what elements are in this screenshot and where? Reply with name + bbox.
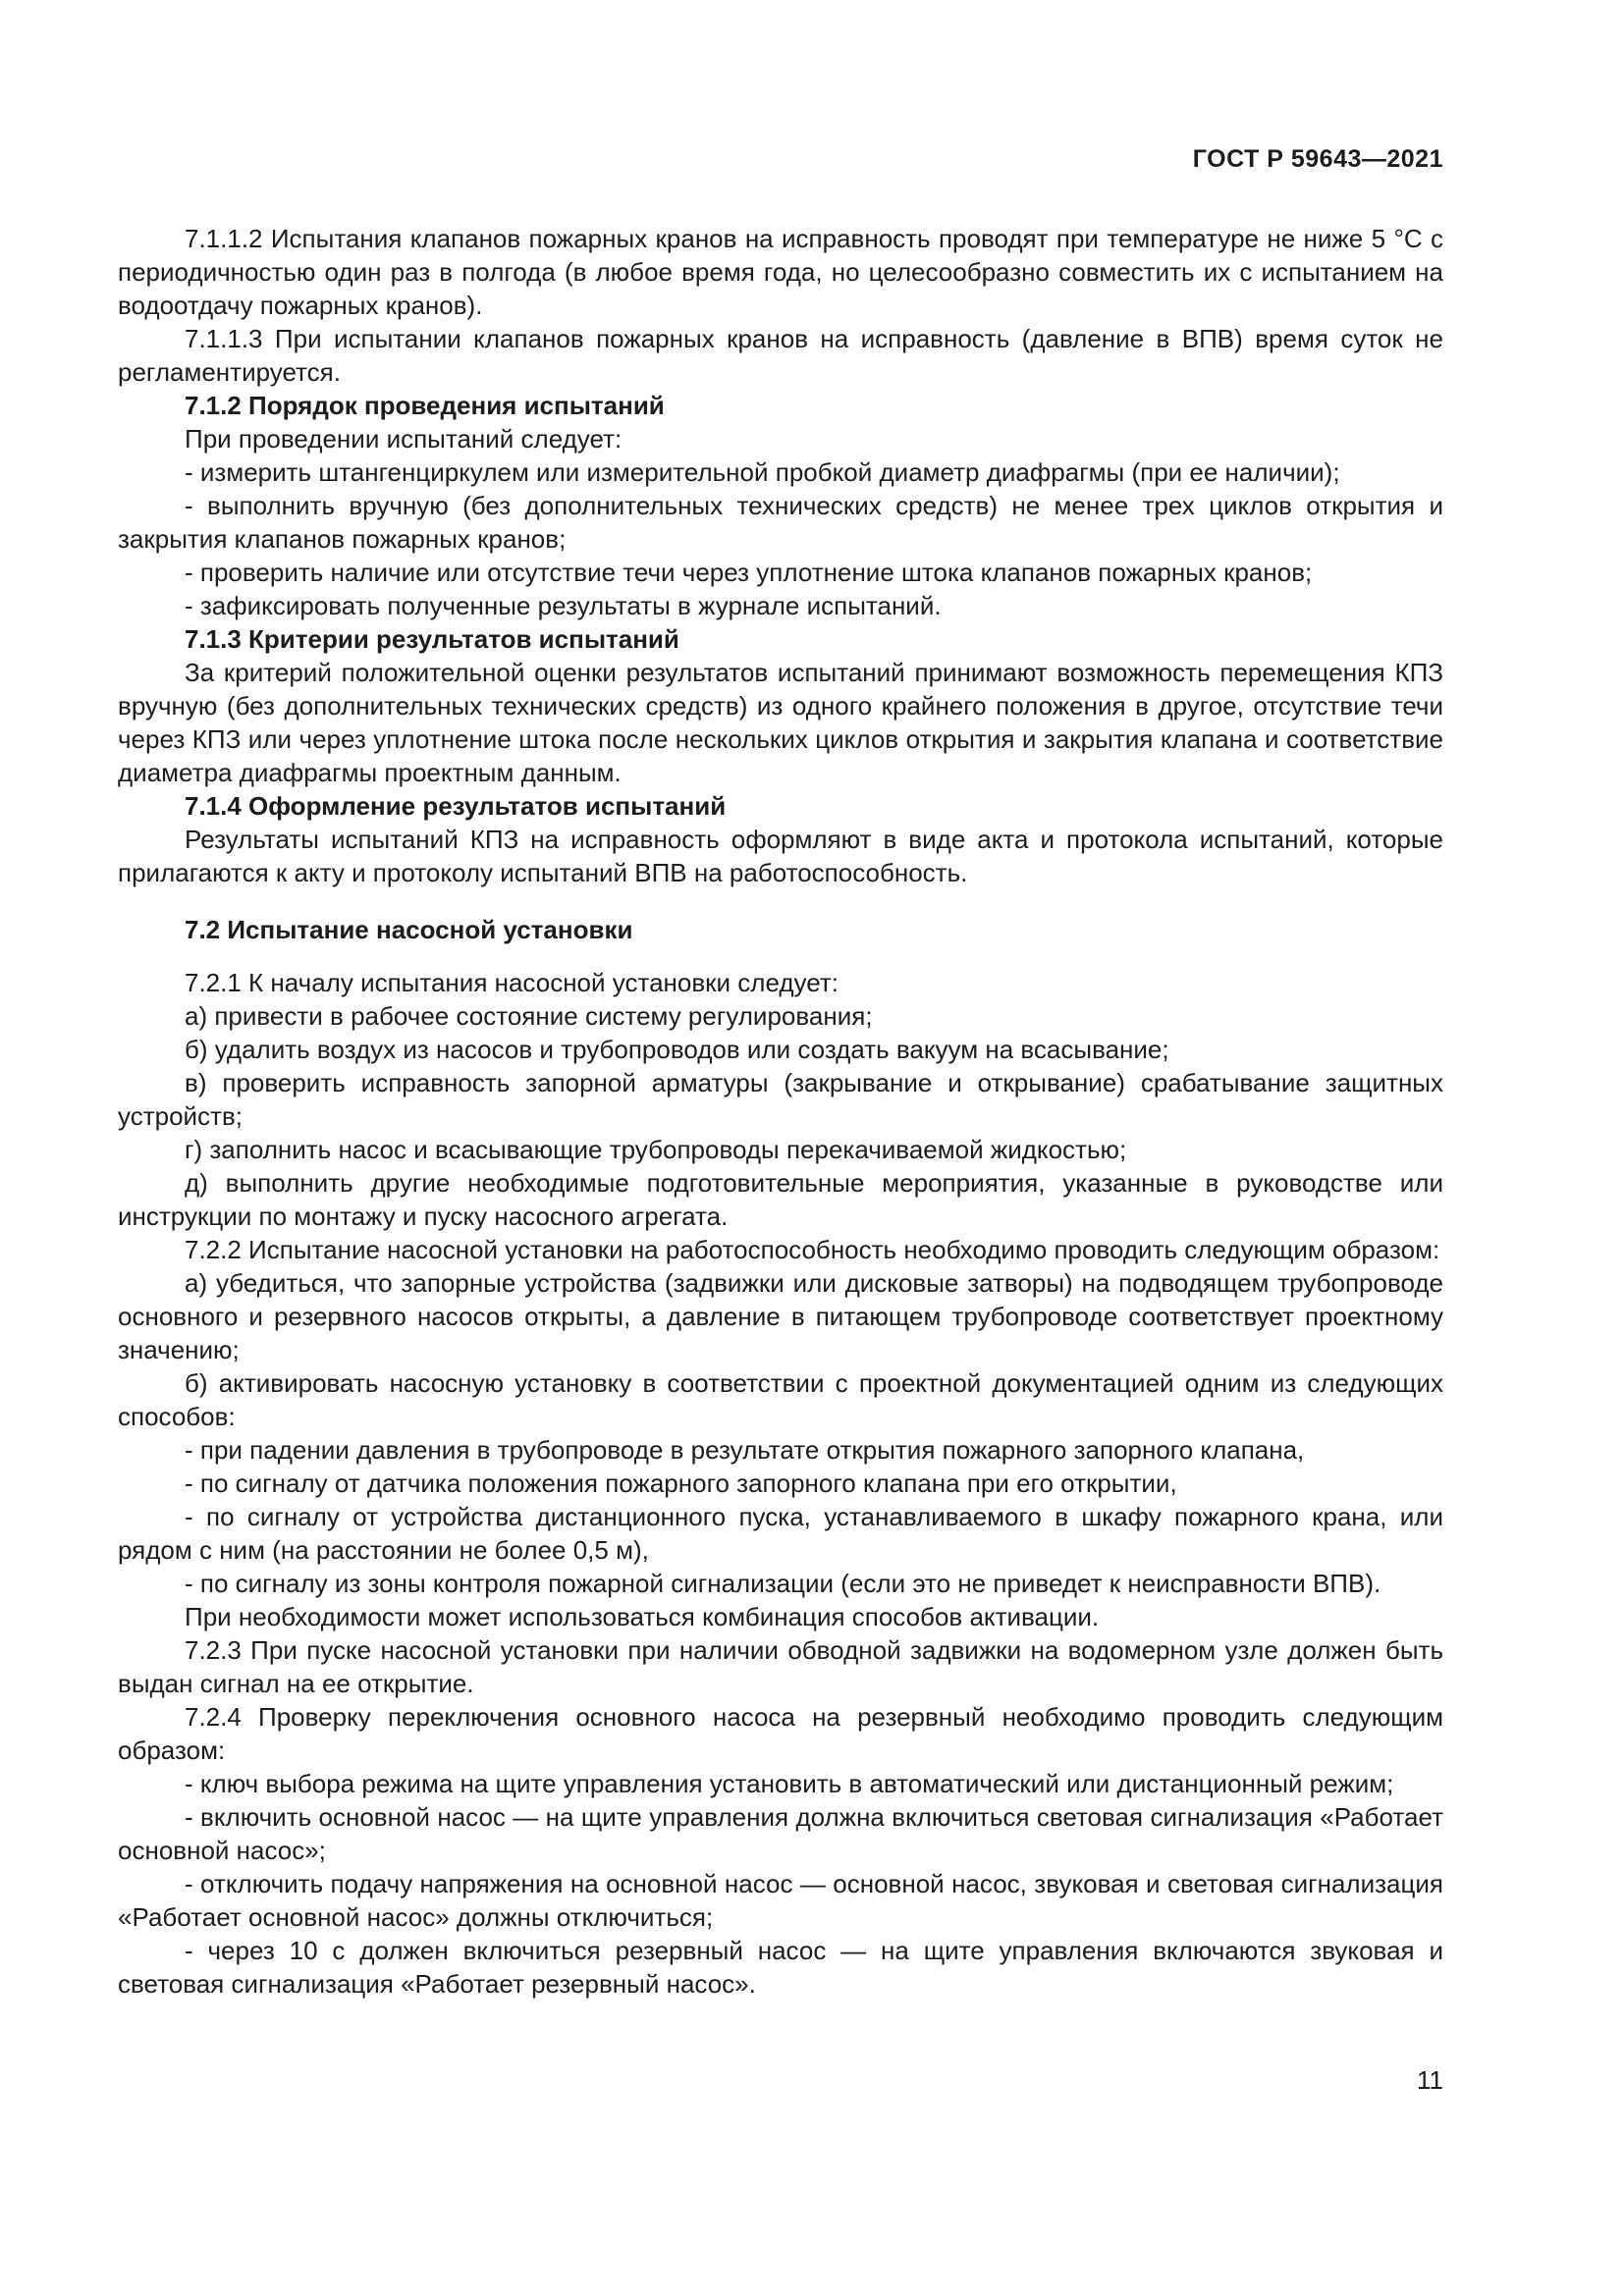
- list-item: б) активировать насосную установку в соответствии с проектной документацией одним из следующих способов:: [118, 1368, 1443, 1431]
- list-item: - выполнить вручную (без дополнительных технических средств) не менее трех циклов открытия и закрытия клапанов пожарных кранов;: [118, 491, 1443, 554]
- clause-heading: 7.1.3 Критерии результатов испытаний: [185, 624, 679, 654]
- document-header-standard-code: ГОСТ Р 59643—2021: [1192, 145, 1443, 173]
- list-item: а) убедиться, что запорные устройства (задвижки или дисковые затворы) на подводящем трубопроводе основного и резервного насосов открыты, а давление в питающем трубопроводе соответствует проектному значению;: [118, 1268, 1443, 1364]
- page-number: 11: [1417, 2065, 1443, 2095]
- list-item: г) заполнить насос и всасывающие трубопроводы перекачиваемой жидкостью;: [185, 1135, 1127, 1164]
- list-item: - отключить подачу напряжения на основной насос — основной насос, звуковая и световая сигнализация «Работает основной насос» должны отключиться;: [118, 1869, 1443, 1932]
- list-item: - по сигналу от датчика положения пожарного запорного клапана при его открытии,: [185, 1468, 1177, 1498]
- list-item: - ключ выбора режима на щите управления установить в автоматический или дистанционный режим;: [185, 1769, 1394, 1798]
- list-item: - по сигналу от устройства дистанционного пуска, устанавливаемого в шкафу пожарного крана, или рядом с ним (на расстоянии не более 0,5 м),: [118, 1502, 1443, 1565]
- list-item: - проверить наличие или отсутствие течи через уплотнение штока клапанов пожарных кранов;: [185, 558, 1313, 587]
- list-item: - через 10 с должен включиться резервный насос — на щите управления включаются звуковая и световая сигнализация «Работает резервный насос».: [118, 1936, 1443, 1999]
- list-item: - включить основной насос — на щите управления должна включиться световая сигнализация «Работает основной насос»;: [118, 1802, 1443, 1865]
- paragraph: За критерий положительной оценки результатов испытаний принимают возможность перемещения КПЗ вручную (без дополнительных технических средств) из одного крайнего положения в другое, отсутствие течи через КПЗ или через уплотнение штока после нескольких циклов открытия и закрытия клапана и соответствие диаметра диафрагмы проектным данным.: [118, 658, 1443, 787]
- document-body: [118, 222, 1443, 2001]
- paragraph: При необходимости может использоваться комбинация способов активации.: [185, 1602, 1100, 1631]
- paragraph: Результаты испытаний КПЗ на исправность оформляют в виде акта и протокола испытаний, которые прилагаются к акту и протоколу испытаний ВПВ на работоспособность.: [118, 825, 1443, 887]
- paragraph: 7.1.1.2 Испытания клапанов пожарных кранов на исправность проводят при температуре не ниже 5 °С с периодичностью один раз в полгода (в любое время года, но целесообразно совместить их с испытанием на водоотдачу пожарных кранов).: [118, 224, 1443, 320]
- paragraph: 7.2.3 При пуске насосной установки при наличии обводной задвижки на водомерном узле должен быть выдан сигнал на ее открытие.: [118, 1635, 1443, 1698]
- paragraph: При проведении испытаний следует:: [185, 424, 623, 454]
- paragraph: 7.1.1.3 При испытании клапанов пожарных кранов на исправность (давление в ВПВ) время суток не регламентируется.: [118, 324, 1443, 387]
- clause-heading: 7.1.2 Порядок проведения испытаний: [185, 391, 665, 420]
- list-item: - зафиксировать полученные результаты в журнале испытаний.: [185, 591, 942, 620]
- paragraph: 7.2.2 Испытание насосной установки на работоспособность необходимо проводить следующим образом:: [185, 1235, 1440, 1264]
- list-item: д) выполнить другие необходимые подготовительные мероприятия, указанные в руководстве или инструкции по монтажу и пуску насосного агрегата.: [118, 1168, 1443, 1231]
- list-item: - по сигналу из зоны контроля пожарной сигнализации (если это не приведет к неисправности ВПВ).: [185, 1569, 1381, 1598]
- clause-heading: 7.1.4 Оформление результатов испытаний: [185, 791, 727, 821]
- list-item: а) привести в рабочее состояние систему регулирования;: [185, 1001, 873, 1031]
- list-item: б) удалить воздух из насосов и трубопроводов или создать вакуум на всасывание;: [185, 1035, 1169, 1064]
- paragraph: 7.2.4 Проверку переключения основного насоса на резервный необходимо проводить следующим образом:: [118, 1702, 1443, 1765]
- list-item: в) проверить исправность запорной арматуры (закрывание и открывание) срабатывание защитных устройств;: [118, 1068, 1443, 1131]
- list-item: - измерить штангенциркулем или измерительной пробкой диаметр диафрагмы (при ее наличии);: [185, 457, 1340, 487]
- section-heading: 7.2 Испытание насосной установки: [185, 915, 633, 944]
- list-item: - при падении давления в трубопроводе в результате открытия пожарного запорного клапана,: [185, 1435, 1305, 1465]
- paragraph: 7.2.1 К началу испытания насосной установки следует:: [185, 968, 839, 997]
